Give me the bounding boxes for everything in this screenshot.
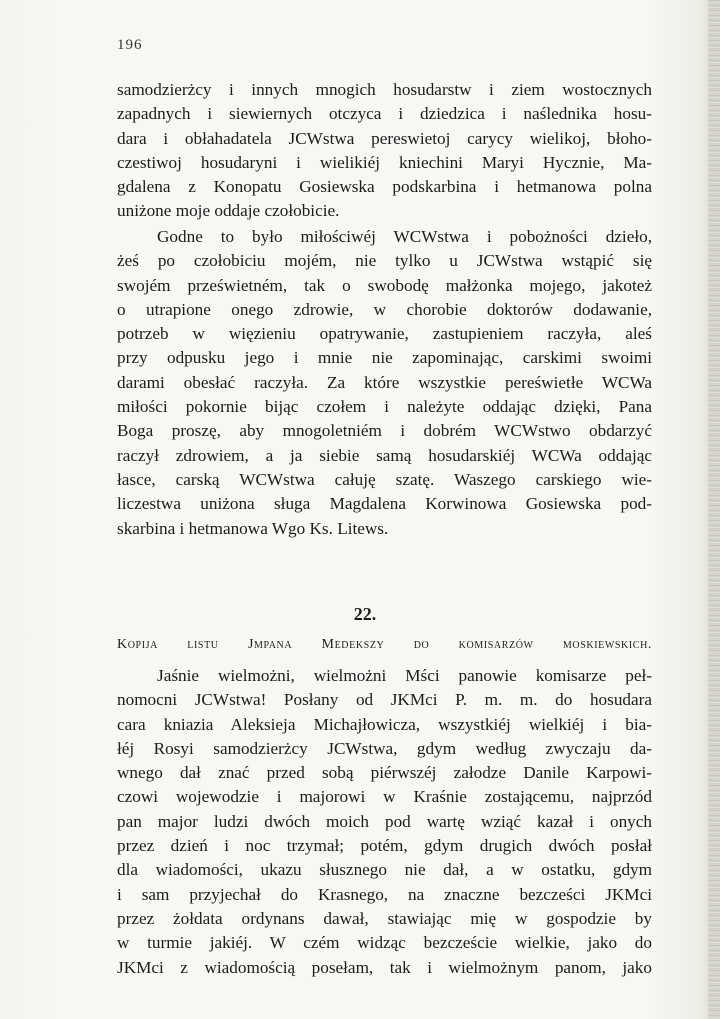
text-line: wnego dał znać przed sobą piérwszéj załodze Danile Karpowi- bbox=[117, 763, 652, 783]
text-line: łasce, carską WCWstwa całuję szatę. Waszego carskiego wie- bbox=[117, 469, 652, 489]
text-line: o utrapione onego zdrowie, w chorobie doktorów dodawanie, bbox=[117, 299, 652, 319]
text-line: skarbina i hetmanowa Wgo Ks. Litews. bbox=[117, 518, 389, 538]
text-line: Boga proszę, aby mnogoletniém i dobrém WCWstwo obdarzyć bbox=[117, 421, 652, 441]
text-line: czestiwoj hosudaryni i wielikiéj kniechini Maryi Hycznie, Ma- bbox=[117, 152, 652, 172]
paragraph-3 bbox=[117, 664, 652, 980]
document-heading: Kopija listu Jmpana Medekszy do komisarzów moskiewskich. bbox=[117, 637, 652, 652]
text-line: swojém prześwietném, tak o swobodę małżonka mojego, jakoteż bbox=[117, 275, 652, 295]
text-line: Jaśnie wielmożni, wielmożni Mści panowie komisarze peł- bbox=[157, 666, 652, 685]
text-line: dla wiadomości, ukazu słusznego nie dał, a w ostatku, gdym bbox=[117, 860, 652, 880]
text-line: darami obesłać raczyła. Za które wszystkie pereświetłe WCWa bbox=[117, 372, 652, 392]
text-line: czowi wojewodzie i majorowi w Kraśnie zostającemu, najprzód bbox=[117, 787, 652, 807]
page-edge bbox=[708, 0, 720, 1019]
text-line: uniżone moje oddaje czołobicie. bbox=[117, 201, 340, 221]
text-line: miłości pokornie bijąc czołem i należyte oddając dzięki, Pana bbox=[117, 397, 652, 417]
text-line: potrzeb w więzieniu opatrywanie, zastupieniem raczyła, aleś bbox=[117, 324, 652, 344]
text-line: zapadnych i siewiernych otczyca i dziedzica i naślednika hosu- bbox=[117, 104, 652, 124]
paragraph-2 bbox=[117, 225, 652, 541]
text-line: dara i obłahadatela JCWstwa pereswietoj carycy wielikoj, błoho- bbox=[117, 128, 652, 148]
paragraph-1 bbox=[117, 78, 652, 224]
text-line: nomocni JCWstwa! Posłany od JKMci P. m. m. do hosudara bbox=[117, 690, 652, 710]
text-line: w turmie jakiéj. W czém widząc bezczeście wielkie, jako do bbox=[117, 933, 652, 953]
text-line: JKMci z wiadomością posełam, tak i wielmożnym panom, jako bbox=[117, 957, 652, 977]
text-line: pan major ludzi dwóch moich pod wartę wziąć kazał i onych bbox=[117, 811, 652, 831]
text-line: samodzierżcy i innych mnogich hosudarstw i ziem wostocznych bbox=[117, 80, 652, 99]
text-line: liczestwa uniżona sługa Magdalena Korwinowa Gosiewska pod- bbox=[117, 494, 652, 514]
document-number: 22. bbox=[353, 604, 377, 624]
text-line: przy odpusku jego i mnie nie zapominając, carskimi swoimi bbox=[117, 348, 652, 368]
text-line: i sam przyjechał do Krasnego, na znaczne bezcześci JKMci bbox=[117, 884, 652, 904]
text-line: żeś po czołobiciu mojém, nie tylko u JCWstwa wstąpić się bbox=[117, 251, 652, 271]
text-line: przez żołdata ordynans dawał, stawiając mię w gospodzie by bbox=[117, 908, 652, 928]
page-number: 196 bbox=[117, 37, 143, 53]
text-line: raczył zdrowiem, a ja siebie samą hosudarskiéj WCWa oddając bbox=[117, 445, 652, 465]
text-line: łéj Rosyi samodzierżcy JCWstwa, gdym według zwyczaju da- bbox=[117, 738, 652, 758]
text-line: przez dzień i noc trzymał; potém, gdym drugich dwóch posłał bbox=[117, 836, 652, 856]
text-line: cara kniazia Aleksieja Michajłowicza, wszystkiéj wielkiéj i bia- bbox=[117, 714, 652, 734]
text-line: Godne to było miłościwéj WCWstwa i pobożności dzieło, bbox=[157, 227, 652, 246]
text-line: gdalena z Konopatu Gosiewska podskarbina i hetmanowa polna bbox=[117, 177, 652, 197]
